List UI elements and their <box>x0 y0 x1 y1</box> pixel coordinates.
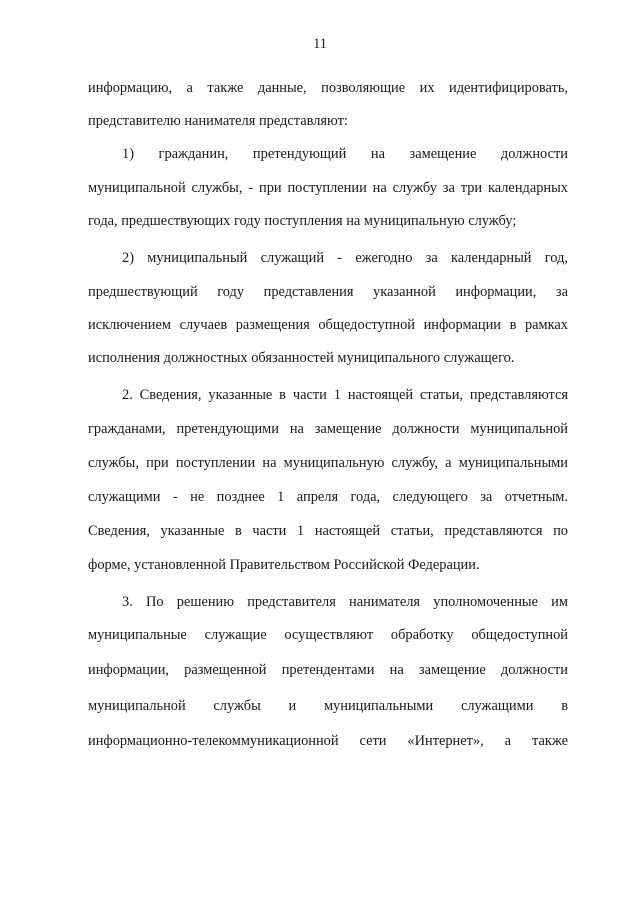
text-line: исполнения должностных обязанностей муниципального служащего. <box>88 350 515 366</box>
text-line: муниципальной службы, - при поступлении на службу за три календарных <box>88 180 568 196</box>
text-line: года, предшествующих году поступления на муниципальную службу; <box>88 213 517 229</box>
text-line: 2. Сведения, указанные в части 1 настоящей статьи, представляются <box>122 387 568 403</box>
text-line: информации, размещенной претендентами на замещение должности <box>88 662 568 678</box>
text-line: служащими - не позднее 1 апреля года, следующего за отчетным. <box>88 489 568 505</box>
text-line: представителю нанимателя представляют: <box>88 113 348 129</box>
text-line: гражданами, претендующими на замещение должности муниципальной <box>88 421 568 437</box>
text-line: Сведения, указанные в части 1 настоящей статьи, представляются по <box>88 523 568 539</box>
text-line: муниципальные служащие осуществляют обработку общедоступной <box>88 627 568 643</box>
page-number: 11 <box>313 36 327 52</box>
text-line: службы, при поступлении на муниципальную службу, а муниципальными <box>88 455 568 471</box>
text-line: форме, установленной Правительством Российской Федерации. <box>88 557 480 573</box>
text-line: информацию, а также данные, позволяющие их идентифицировать, <box>88 80 568 96</box>
text-line: муниципальной службы и муниципальными служащими в <box>88 698 568 714</box>
text-line: 3. По решению представителя нанимателя уполномоченные им <box>122 594 568 610</box>
text-line: исключением случаев размещения общедоступной информации в рамках <box>88 317 568 333</box>
text-line: информационно-телекоммуникационной сети «Интернет», а также <box>88 733 568 749</box>
text-line: 2) муниципальный служащий - ежегодно за календарный год, <box>122 250 568 266</box>
text-line: 1) гражданин, претендующий на замещение должности <box>122 146 568 162</box>
text-line: предшествующий году представления указанной информации, за <box>88 284 568 300</box>
